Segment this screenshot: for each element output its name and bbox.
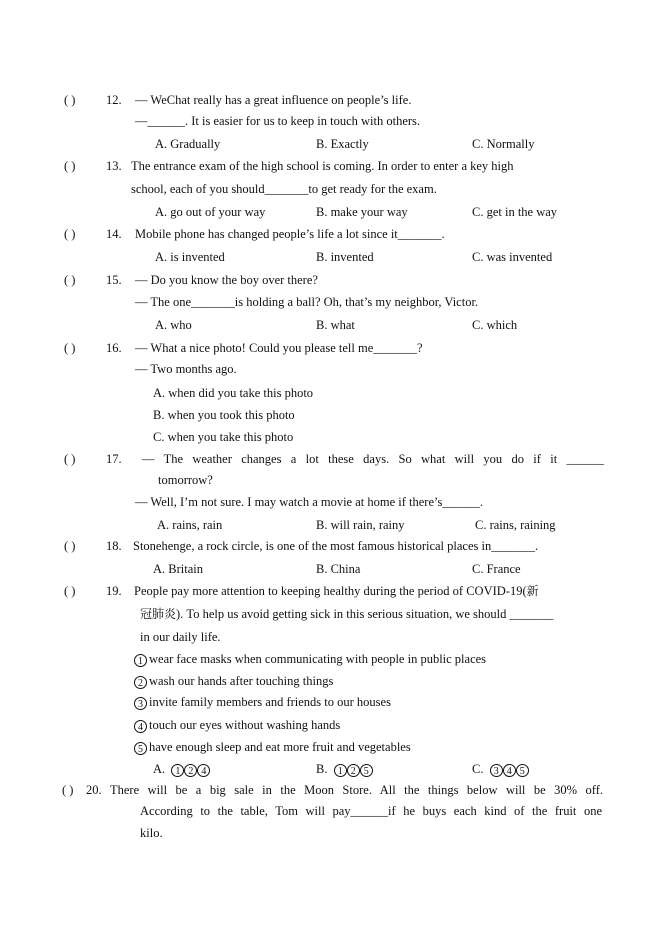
answer-blank[interactable]: ( ) — [64, 452, 76, 466]
question-number: 12. — [106, 93, 122, 107]
option-b[interactable]: B. Exactly — [316, 137, 369, 151]
circled-number-icon: 1 — [171, 764, 184, 777]
question-text: —______. It is easier for us to keep in touch with others. — [135, 114, 421, 128]
option-c[interactable]: C. was invented — [472, 250, 553, 264]
circled-number-icon: 5 — [134, 742, 147, 755]
question-number: 18. — [106, 539, 122, 553]
answer-blank[interactable]: ( ) — [64, 539, 76, 553]
option-a[interactable]: A. rains, rain — [157, 518, 223, 532]
list-item: 4 touch our eyes without washing hands — [134, 717, 340, 733]
list-item: 3 invite family members and friends to our houses — [134, 694, 391, 710]
question-text: — The one_______is holding a ball? Oh, that’s my neighbor, Victor. — [135, 295, 479, 309]
circled-number-icon: 1 — [334, 764, 347, 777]
circled-number-icon: 4 — [134, 720, 147, 733]
question-text: — What a nice photo! Could you please tell me_______? — [135, 341, 423, 355]
question-text: — Two months ago. — [135, 362, 237, 376]
option-b[interactable]: B. will rain, rainy — [316, 518, 405, 532]
question-text: tomorrow? — [158, 473, 213, 487]
option-a[interactable]: A. is invented — [155, 250, 225, 264]
circled-number-icon: 2 — [347, 764, 360, 777]
option-a[interactable]: A. 1 2 4 — [153, 761, 210, 777]
answer-blank[interactable]: ( ) — [64, 159, 76, 173]
answer-blank[interactable]: ( ) — [62, 783, 74, 797]
list-item: 5 have enough sleep and eat more fruit and vegetables — [134, 739, 411, 755]
question-text: According to the table, Tom will pay______if he buys each kind of the fruit one — [140, 804, 602, 818]
question-text: — The weather changes a lot these days. So what will you do if it ______ — [142, 452, 604, 466]
question-text: Mobile phone has changed people’s life a lot since it_______. — [135, 227, 445, 241]
question-number: 20. — [86, 783, 102, 797]
option-c[interactable]: C. which — [472, 318, 518, 332]
question-number: 15. — [106, 273, 122, 287]
option-c[interactable]: C. 3 4 5 — [472, 761, 529, 777]
question-text: Stonehenge, a rock circle, is one of the most famous historical places in_______. — [133, 539, 539, 553]
circled-number-icon: 3 — [490, 764, 503, 777]
circled-number-icon: 5 — [516, 764, 529, 777]
option-c[interactable]: C. rains, raining — [475, 518, 556, 532]
circled-number-icon: 3 — [134, 697, 147, 710]
cjk-text: 新 — [526, 584, 539, 598]
circled-number-icon: 4 — [197, 764, 210, 777]
question-number: 17. — [106, 452, 122, 466]
question-text: school, each of you should_______to get ready for the exam. — [131, 182, 437, 196]
list-item: 1 wear face masks when communicating with people in public places — [134, 651, 486, 667]
option-c[interactable]: C. get in the way — [472, 205, 558, 219]
option-b[interactable]: B. invented — [316, 250, 374, 264]
answer-blank[interactable]: ( ) — [64, 584, 76, 598]
option-a[interactable]: A. Britain — [153, 562, 203, 576]
question-number: 19. — [106, 584, 122, 598]
question-text: — Do you know the boy over there? — [135, 273, 318, 287]
question-number: 16. — [106, 341, 122, 355]
question-text: — Well, I’m not sure. I may watch a movie at home if there’s______. — [135, 495, 483, 509]
question-number: 13. — [106, 159, 122, 173]
option-b[interactable]: B. what — [316, 318, 355, 332]
option-c[interactable]: C. France — [472, 562, 521, 576]
option-b[interactable]: B. China — [316, 562, 361, 576]
question-number: 14. — [106, 227, 122, 241]
question-text: People pay more attention to keeping healthy during the period of COVID-19(新 — [134, 584, 539, 598]
answer-blank[interactable]: ( ) — [64, 273, 76, 287]
option-a[interactable]: A. when did you take this photo — [153, 386, 314, 400]
question-text: kilo. — [140, 826, 163, 840]
answer-blank[interactable]: ( ) — [64, 341, 76, 355]
question-text: — WeChat really has a great influence on people’s life. — [135, 93, 412, 107]
option-a[interactable]: A. who — [155, 318, 192, 332]
option-b[interactable]: B. 1 2 5 — [316, 761, 373, 777]
circled-number-icon: 5 — [360, 764, 373, 777]
option-a[interactable]: A. go out of your way — [155, 205, 266, 219]
circled-number-icon: 4 — [503, 764, 516, 777]
question-text: There will be a big sale in the Moon Store. All the things below will be 30% off. — [110, 783, 603, 797]
question-text: The entrance exam of the high school is coming. In order to enter a key high — [131, 159, 514, 173]
answer-blank[interactable]: ( ) — [64, 227, 76, 241]
circled-number-icon: 2 — [134, 676, 147, 689]
cjk-text: 冠肺炎 — [140, 607, 177, 621]
option-c[interactable]: C. when you take this photo — [153, 430, 294, 444]
list-item: 2 wash our hands after touching things — [134, 673, 333, 689]
option-b[interactable]: B. when you took this photo — [153, 408, 295, 422]
question-text: 冠肺炎). To help us avoid getting sick in this serious situation, we should _______ — [140, 607, 554, 621]
option-b[interactable]: B. make your way — [316, 205, 408, 219]
circled-number-icon: 1 — [134, 654, 147, 667]
option-c[interactable]: C. Normally — [472, 137, 535, 151]
question-text: in our daily life. — [140, 630, 221, 644]
circled-number-icon: 2 — [184, 764, 197, 777]
answer-blank[interactable]: ( ) — [64, 93, 76, 107]
option-a[interactable]: A. Gradually — [155, 137, 221, 151]
